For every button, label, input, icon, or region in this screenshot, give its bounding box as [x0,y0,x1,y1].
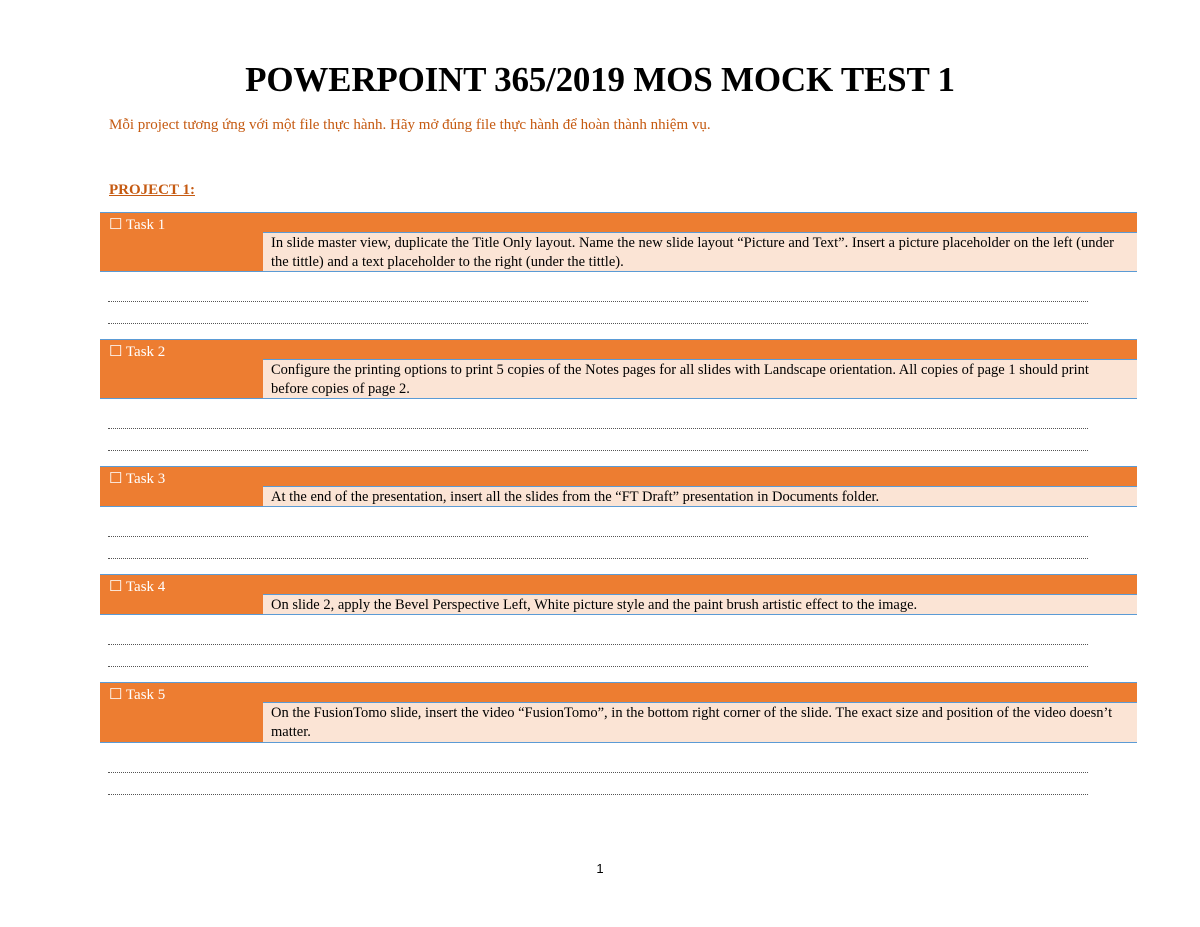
task-4 [100,574,1137,615]
task-label[interactable]: ☐ Task 2 [100,339,263,399]
task-description: In slide master view, duplicate the Title Only layout. Name the new slide layout “Picture and Text”. Insert a picture placeholder on the left (under the tittle) and a text placeholder to the right (under the tittle). [263,232,1137,272]
page-number: 1 [596,861,604,876]
task-5 [100,682,1137,743]
task-label[interactable]: ☐ Task 3 [100,466,263,507]
task-description: At the end of the presentation, insert all the slides from the “FT Draft” presentation in Documents folder. [263,486,1137,507]
task-header-bar [263,466,1137,486]
task-header-bar [263,574,1137,594]
document-title: POWERPOINT 365/2019 MOS MOCK TEST 1 [245,60,955,99]
task-header-bar [263,682,1137,702]
task-description: On the FusionTomo slide, insert the video “FusionTomo”, in the bottom right corner of the slide. The exact size and position of the video doesn’t matter. [263,702,1137,743]
answer-line [108,291,1088,302]
answer-line [108,656,1088,667]
task-3 [100,466,1137,507]
task-label[interactable]: ☐ Task 5 [100,682,263,743]
task-label[interactable]: ☐ Task 4 [100,574,263,615]
answer-line [108,762,1088,773]
task-1 [100,212,1137,272]
instruction-text: Mỗi project tương ứng với một file thực hành. Hãy mở đúng file thực hành để hoàn thành nhiệm vụ. [109,117,711,133]
answer-line [108,440,1088,451]
task-label[interactable]: ☐ Task 1 [100,212,263,272]
project-heading: PROJECT 1: [109,182,195,198]
task-header-bar [263,339,1137,359]
task-header-bar [263,212,1137,232]
task-description: On slide 2, apply the Bevel Perspective Left, White picture style and the paint brush artistic effect to the image. [263,594,1137,615]
answer-line [108,418,1088,429]
task-description: Configure the printing options to print 5 copies of the Notes pages for all slides with Landscape orientation. All copies of page 1 should print before copies of page 2. [263,359,1137,399]
answer-line [108,313,1088,324]
answer-line [108,634,1088,645]
answer-line [108,548,1088,559]
answer-line [108,526,1088,537]
answer-line [108,784,1088,795]
task-2 [100,339,1137,399]
